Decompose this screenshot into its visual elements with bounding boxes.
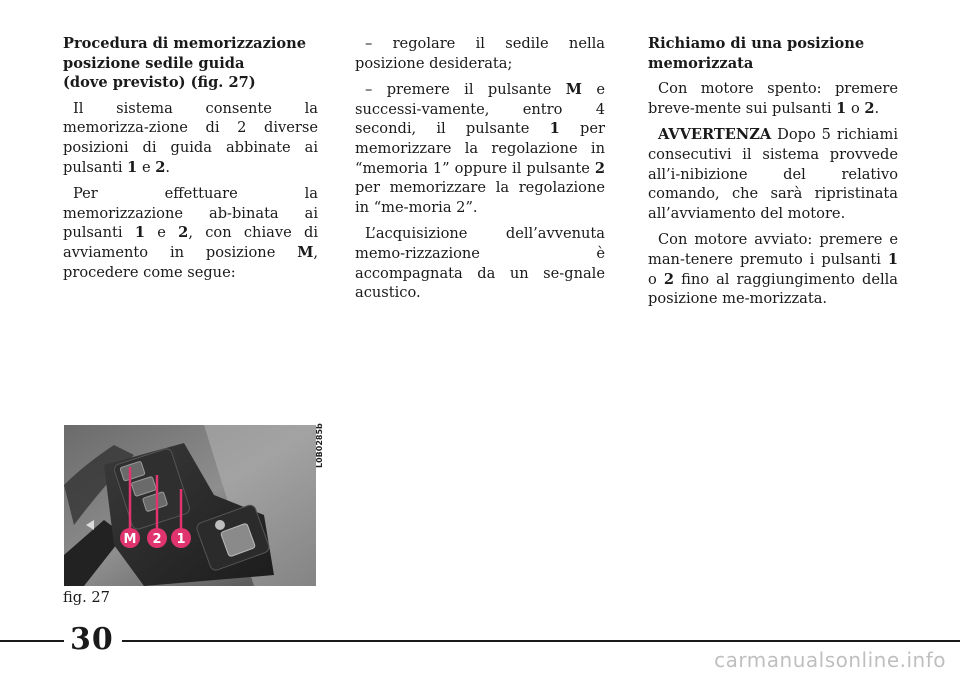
figure-code: L0B0285b — [315, 423, 324, 468]
watermark: carmanualsonline.info — [714, 648, 946, 672]
warning-paragraph: AVVERTENZA Dopo 5 richiami consecutivi il sistema provvede all’i-nibizione del relativo comando, che sarà ripristinata all’avviamento del motore. — [648, 126, 898, 222]
section-heading-memorization: Procedura di memorizzazione posizione sedile guida (dove previsto) (fig. 27) — [63, 35, 307, 92]
svg-text:2: 2 — [152, 532, 162, 547]
page-number: 30 — [70, 622, 114, 657]
svg-text:1: 1 — [176, 532, 186, 547]
footer-rule-right — [122, 640, 960, 642]
paragraph: L’acquisizione dell’avvenuta memo-rizzazione è accompagnata da un se-gnale acustico. — [355, 225, 605, 302]
paragraph: Per effettuare la memorizzazione ab-binata ai pulsanti 1 e 2, con chiave di avviamento in posizione M, procedere come segue: — [63, 185, 318, 281]
paragraph: Con motore avviato: premere e man-tenere premuto i pulsanti 1 o 2 fino al raggiungimento della posizione me-morizzata. — [648, 231, 898, 308]
figure-seat-memory-buttons — [64, 425, 316, 586]
paragraph: Con motore spento: premere breve-mente sui pulsanti 1 o 2. — [648, 80, 898, 117]
column-1 — [63, 34, 318, 289]
column-2 — [355, 34, 605, 310]
paragraph: Il sistema consente la memorizza-zione di 2 diverse posizioni di guida abbinate ai pulsanti 1 e 2. — [63, 99, 318, 176]
figure-caption: fig. 27 — [63, 589, 110, 606]
paragraph: – regolare il sedile nella posizione desiderata; — [355, 35, 605, 72]
svg-text:M: M — [123, 532, 137, 547]
seat-panel-illustration — [64, 425, 316, 586]
paragraph: – premere il pulsante M e successi-vamente, entro 4 secondi, il pulsante 1 per memorizzare la regolazione in “memoria 1” oppure il pulsante 2 per memorizzare la regolazione in “me-moria 2”. — [355, 81, 605, 216]
column-3 — [648, 34, 898, 316]
section-heading-recall: Richiamo di una posizione memorizzata — [648, 35, 865, 72]
footer-rule-left — [0, 640, 64, 642]
